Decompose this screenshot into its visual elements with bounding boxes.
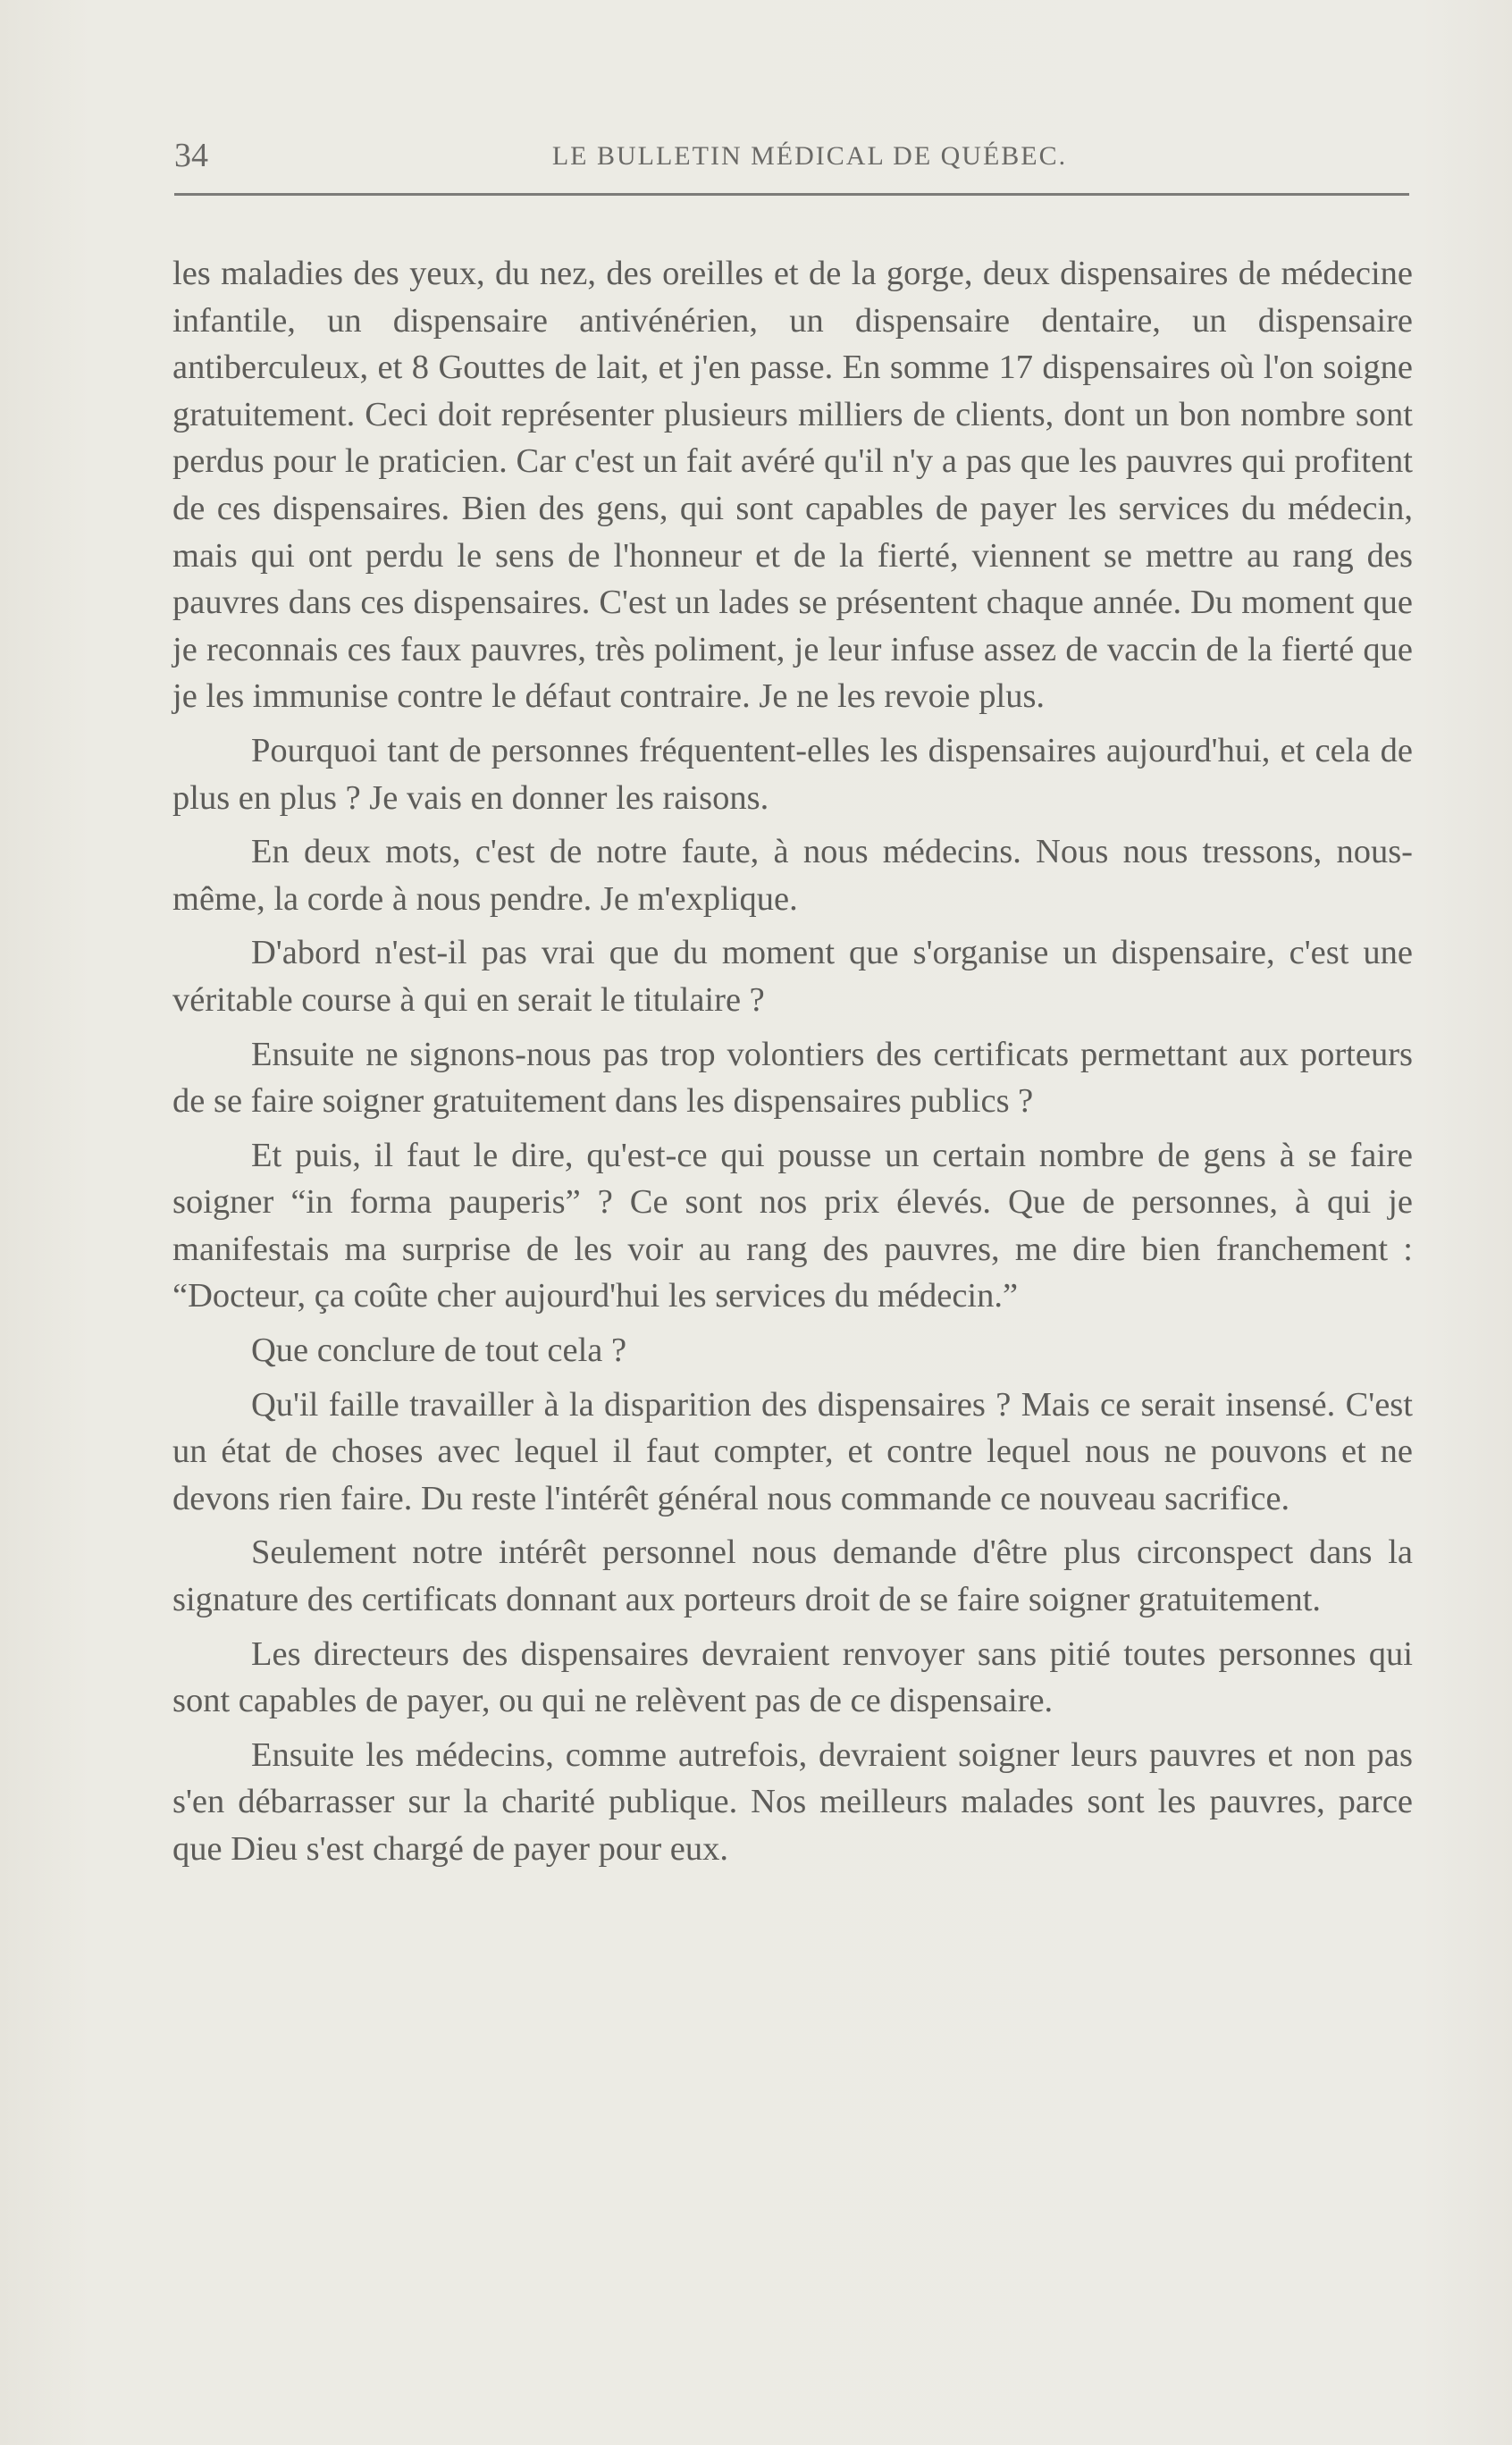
- paragraph: Et puis, il faut le dire, qu'est-ce qui pousse un certain nombre de gens à se faire soigner “in forma pauperis” ? Ce sont nos prix élevés. Que de personnes, à qui je manifestais ma surprise de les voir au rang des pauvres, me dire bien franchement : “Docteur, ça coûte cher aujourd'hui les services du médecin.”: [172, 1136, 1413, 1315]
- paragraph: Ensuite ne signons-nous pas trop volontiers des certificats permettant aux porteurs de se faire soigner gratuitement dans les dispensaires publics ?: [172, 1035, 1413, 1121]
- page-header: [174, 132, 1409, 186]
- running-title: LE BULLETIN MÉDICAL DE QUÉBEC.: [551, 141, 1068, 171]
- paragraph: Les directeurs des dispensaires devraient renvoyer sans pitié toutes personnes qui sont capables de payer, ou qui ne relèvent pas de ce dispensaire.: [172, 1634, 1413, 1720]
- paragraph: En deux mots, c'est de notre faute, à nous médecins. Nous nous tressons, nous-même, la corde à nous pendre. Je m'explique.: [172, 833, 1413, 918]
- paragraph: Ensuite les médecins, comme autrefois, devraient soigner leurs pauvres et non pas s'en débarrasser sur la charité publique. Nos meilleurs malades sont les pauvres, parce que Dieu s'est chargé de payer pour eux.: [172, 1735, 1413, 1868]
- paragraph: Que conclure de tout cela ?: [251, 1332, 627, 1370]
- paragraph: Qu'il faille travailler à la disparition des dispensaires ? Mais ce serait insensé. C'est un état de choses avec lequel il faut compter, et contre lequel nous ne pouvons et ne devons rien faire. Du reste l'intérêt général nous commande ce nouveau sacrifice.: [172, 1385, 1413, 1517]
- article-body: [172, 250, 1413, 1880]
- paragraph: Seulement notre intérêt personnel nous demande d'être plus circonspect dans la signature des certificats donnant aux porteurs droit de se faire soigner gratuitement.: [172, 1533, 1413, 1619]
- paragraph: D'abord n'est-il pas vrai que du moment que s'organise un dispensaire, c'est une véritable course à qui en serait le titulaire ?: [172, 934, 1413, 1019]
- paragraph: les maladies des yeux, du nez, des oreilles et de la gorge, deux dispensaires de médecine infantile, un dispensaire antivénérien, un dispensaire dentaire, un dispensaire antiberculeux, et 8 Gouttes de lait, et j'en passe. En somme 17 dispensaires où l'on soigne gratuitement. Ceci doit représenter plusieurs milliers de clients, dont un bon nombre sont perdus pour le praticien. Car c'est un fait avéré qu'il n'y a pas que les pauvres qui profitent de ces dispensaires. Bien des gens, qui sont capables de payer les services du médecin, mais qui ont perdu le sens de l'honneur et de la fierté, viennent se mettre au rang des pauvres dans ces dispensaires. C'est un lades se présentent chaque année. Du moment que je reconnais ces faux pauvres, très poliment, je leur infuse assez de vaccin de la fierté que je les immunise contre le défaut contraire. Je ne les revoie plus.: [172, 255, 1413, 716]
- page-number: 34: [174, 137, 208, 174]
- paragraph: Pourquoi tant de personnes fréquentent-elles les dispensaires aujourd'hui, et cela de plus en plus ? Je vais en donner les raisons.: [172, 731, 1413, 817]
- header-rule: [174, 193, 1409, 196]
